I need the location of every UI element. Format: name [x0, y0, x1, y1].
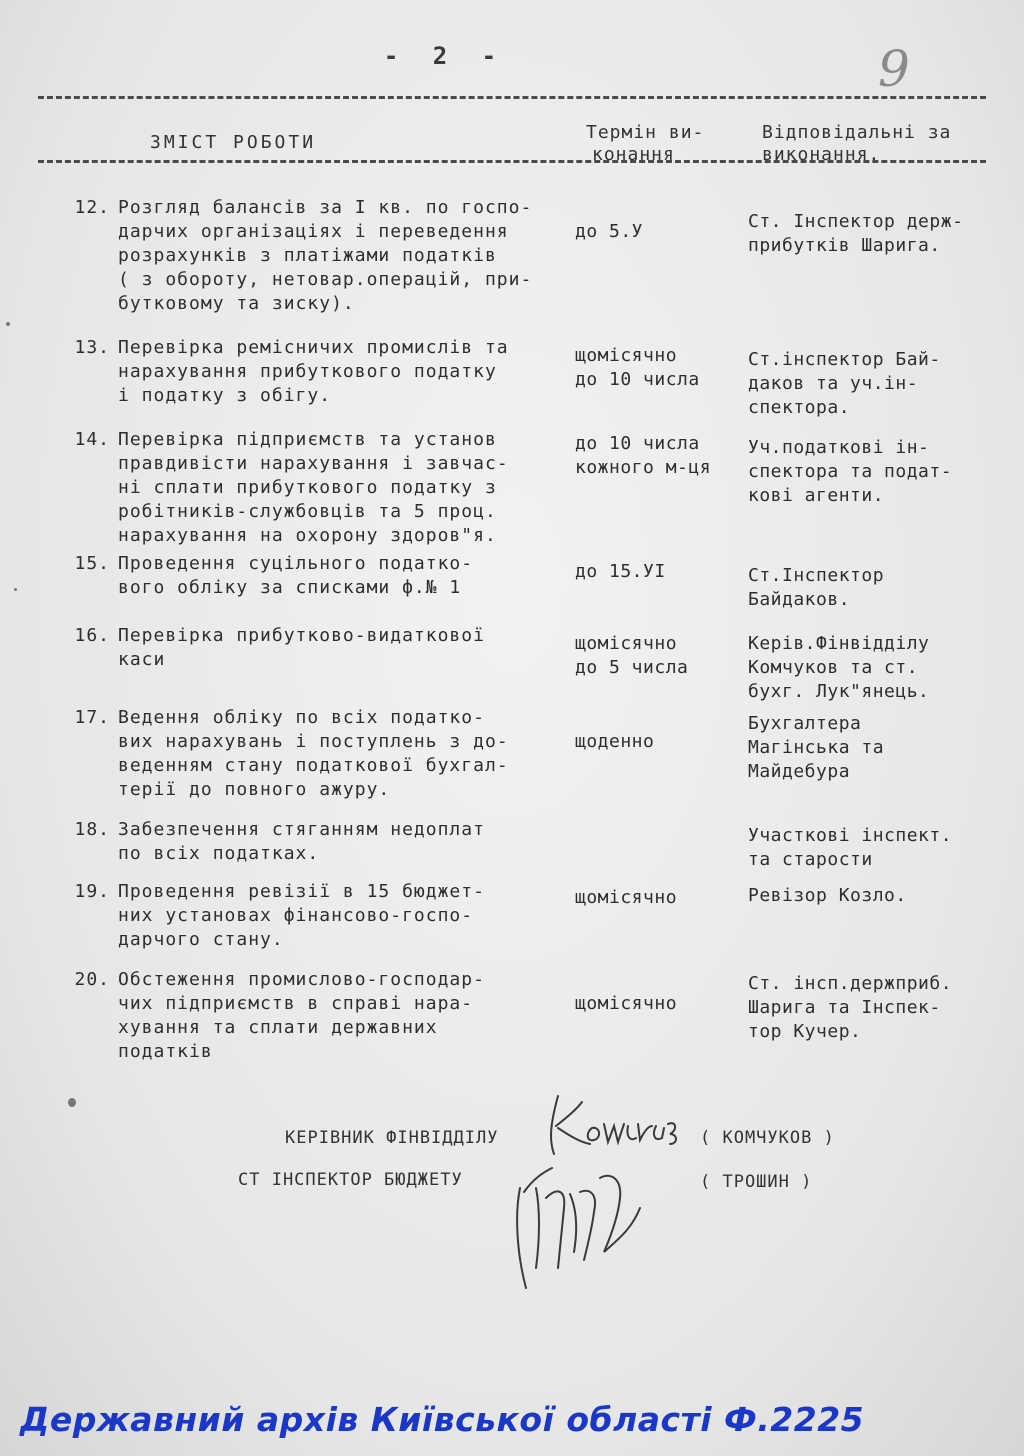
task-responsible-line: Майдебура [748, 761, 851, 782]
task-responsible-line: Ст. Інспектор держ- [748, 211, 964, 232]
task-responsible [748, 348, 1008, 420]
header-term-line: конання [592, 144, 675, 165]
header-content: ЗМІСТ РОБОТИ [150, 132, 317, 153]
task-content [118, 706, 588, 802]
task-content-line: податків [118, 1041, 213, 1062]
page-number: - 2 - [383, 42, 507, 70]
task-content [118, 552, 588, 600]
task-content-line: Обстеження промислово-господар- [118, 969, 485, 990]
task-content-line: веденням стану податкової бухгал- [118, 755, 509, 776]
task-responsible-line: Магінська та [748, 737, 885, 758]
task-term-line: до 5 числа [575, 657, 689, 678]
task-number: 18. [74, 819, 110, 840]
head-of-finance-title: КЕРІВНИК ФІНВІДДІЛУ [285, 1128, 499, 1148]
task-responsible-line: кові агенти. [748, 485, 885, 506]
task-content [118, 624, 588, 672]
task-responsible [748, 824, 1008, 872]
task-content [118, 196, 588, 316]
task-term-line: кожного м-ця [575, 457, 712, 478]
task-number: 16. [74, 625, 110, 646]
task-content-line: чих підприємств в справі нара- [118, 993, 474, 1014]
task-content-line: по всіх податках. [118, 843, 320, 864]
task-responsible [748, 210, 1008, 258]
task-responsible-line: Участкові інспект. [748, 825, 953, 846]
task-term-line: до 10 числа [575, 433, 700, 454]
task-responsible-line: Уч.податкові ін- [748, 437, 930, 458]
task-content-line: і податку з обігу. [118, 385, 332, 406]
budget-inspector-handwritten-signature [500, 1148, 660, 1298]
task-content-line: розрахунків з платіжами податків [118, 245, 497, 266]
paper-speck [68, 1098, 76, 1107]
task-term-line: до 15.УІ [575, 561, 666, 582]
paper-speck [14, 588, 17, 591]
task-number: 15. [74, 553, 110, 574]
task-responsible [748, 972, 1008, 1044]
budget-inspector-title: СТ ІНСПЕКТОР БЮДЖЕТУ [238, 1170, 463, 1190]
task-number: 17. [74, 707, 110, 728]
head-of-finance-name: ( КОМЧУКОВ ) [700, 1128, 835, 1148]
task-responsible [748, 564, 1008, 612]
task-responsible-line: Ст. інсп.держприб. [748, 973, 953, 994]
task-term-line: щомісячно [575, 887, 678, 908]
task-content-line: терії до повного ажуру. [118, 779, 391, 800]
task-content [118, 968, 588, 1064]
task-content-line: дарчого стану. [118, 929, 284, 950]
budget-inspector-name: ( ТРОШИН ) [700, 1172, 813, 1192]
task-responsible [748, 632, 1008, 704]
task-content-line: дарчих організаціях і переведення [118, 221, 509, 242]
task-content-line: нарахування прибуткового податку [118, 361, 497, 382]
task-number: 14. [74, 429, 110, 450]
task-content-line: хування та сплати державних [118, 1017, 438, 1038]
task-term [575, 220, 755, 244]
header-bottom-rule [38, 160, 986, 163]
task-responsible-line: та старости [748, 849, 873, 870]
task-content-line: вих нарахувань і поступлень з до- [118, 731, 509, 752]
task-content-line: Ведення обліку по всіх податко- [118, 707, 485, 728]
task-content-line: Перевірка ремісничих промислів та [118, 337, 509, 358]
task-term [575, 886, 755, 910]
task-number: 12. [74, 197, 110, 218]
task-responsible-line: прибутків Шарига. [748, 235, 941, 256]
task-responsible-line: Шарига та Інспек- [748, 997, 941, 1018]
task-responsible-line: Ст.Інспектор [748, 565, 885, 586]
task-content-line: нарахування на охорону здоров"я. [118, 525, 497, 546]
task-term-line: щомісячно [575, 993, 678, 1014]
task-responsible [748, 712, 1008, 784]
task-responsible [748, 884, 1008, 908]
task-responsible-line: Ст.інспектор Бай- [748, 349, 941, 370]
task-content-line: вого обліку за списками ф.№ 1 [118, 577, 462, 598]
task-responsible-line: спектора. [748, 397, 851, 418]
task-content-line: правдивісти нарахування і завчас- [118, 453, 509, 474]
task-content-line: Забезпечення стяганням недоплат [118, 819, 485, 840]
task-responsible-line: даков та уч.ін- [748, 373, 919, 394]
task-content-line: Перевірка підприємств та установ [118, 429, 497, 450]
task-content-line: них установах фінансово-госпо- [118, 905, 474, 926]
task-term-line: щоденно [575, 731, 655, 752]
task-term-line: щомісячно [575, 633, 678, 654]
header-responsible-line: виконання. [762, 144, 881, 165]
task-content [118, 428, 588, 548]
paper-speck [6, 322, 10, 326]
task-term [575, 992, 755, 1016]
header-responsible-line: Відповідальні за [762, 122, 952, 143]
task-content-line: бутковому та зиску). [118, 293, 355, 314]
task-content-line: Проведення ревізії в 15 бюджет- [118, 881, 485, 902]
task-number: 20. [74, 969, 110, 990]
task-responsible-line: спектора та подат- [748, 461, 953, 482]
task-content [118, 880, 588, 952]
task-responsible-line: Керів.Фінвідділу [748, 633, 930, 654]
task-responsible-line: Бухгалтера [748, 713, 862, 734]
task-responsible-line: Комчуков та ст. [748, 657, 919, 678]
task-content [118, 818, 588, 866]
header-term-line: Термін ви- [586, 122, 705, 143]
task-responsible-line: бухг. Лук"янець. [748, 681, 930, 702]
task-term [575, 432, 755, 480]
task-term-line: до 10 числа [575, 369, 700, 390]
archive-caption: Державний архів Київської області Ф.2225 [20, 1400, 865, 1439]
task-number: 13. [74, 337, 110, 358]
task-content-line: Проведення суцільного податко- [118, 553, 474, 574]
task-term-line: до 5.У [575, 221, 644, 242]
task-term-line: щомісячно [575, 345, 678, 366]
task-responsible-line: Байдаков. [748, 589, 851, 610]
task-content-line: ні сплати прибуткового податку з [118, 477, 497, 498]
task-number: 19. [74, 881, 110, 902]
task-content-line: ( з обороту, нетовар.операцій, при- [118, 269, 533, 290]
task-responsible-line: тор Кучер. [748, 1021, 862, 1042]
header-top-rule [38, 96, 986, 99]
task-content-line: Перевірка прибутково-видаткової [118, 625, 485, 646]
archive-sheet-number: 9 [878, 40, 910, 98]
task-term [575, 730, 755, 754]
task-responsible [748, 436, 1008, 508]
task-content-line: Розгляд балансів за І кв. по госпо- [118, 197, 533, 218]
task-term [575, 560, 755, 584]
task-responsible-line: Ревізор Козло. [748, 885, 907, 906]
task-content-line: робітників-службовців та 5 проц. [118, 501, 497, 522]
task-term [575, 632, 755, 680]
task-term [575, 344, 755, 392]
task-content [118, 336, 588, 408]
task-content-line: каси [118, 649, 166, 670]
